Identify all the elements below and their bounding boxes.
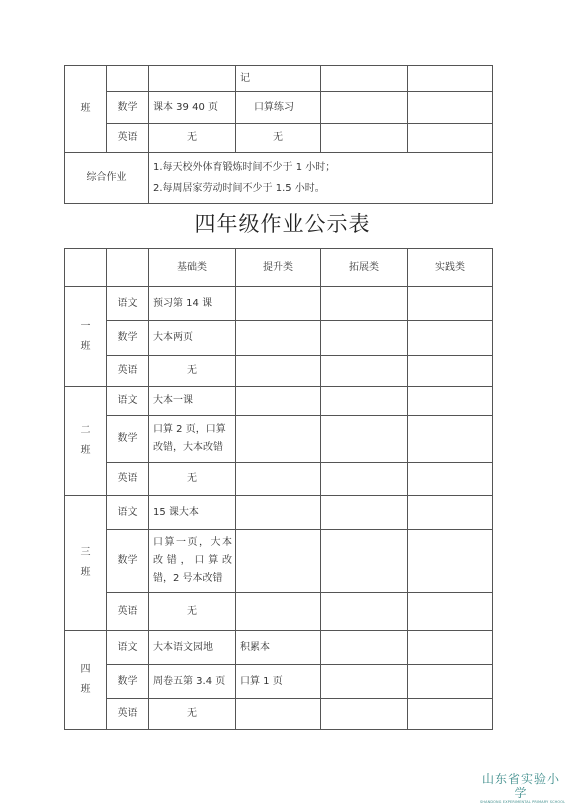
basic-cell: 无: [149, 699, 236, 730]
basic-cell: 大本一课: [149, 387, 236, 416]
practice-cell: [408, 124, 493, 153]
improve-cell: [236, 321, 321, 356]
subject-cell: 数学: [107, 416, 149, 463]
class-name-cell: 二 班: [65, 387, 107, 496]
improve-cell: 积累本: [236, 631, 321, 665]
basic-cell: 口算一页，大本改错，口算改错，2 号本改错: [149, 530, 236, 593]
homework-table: [64, 248, 493, 730]
comprehensive-row: [65, 153, 493, 204]
improve-cell: [236, 530, 321, 593]
subject-cell: 英语: [107, 124, 149, 153]
improve-cell: 记: [236, 66, 321, 92]
extend-cell: [321, 321, 408, 356]
basic-cell: 无: [149, 124, 236, 153]
basic-cell: 课本 39 40 页: [149, 92, 236, 124]
subject-cell: 英语: [107, 356, 149, 387]
table-row: [65, 92, 493, 124]
previous-class-table: [64, 65, 493, 204]
subject-cell: 英语: [107, 699, 149, 730]
basic-cell: 无: [149, 463, 236, 496]
page-title: 四年级作业公示表: [194, 212, 371, 236]
improve-cell: [236, 356, 321, 387]
class-name-cell: 一 班: [65, 287, 107, 387]
subject-cell: 语文: [107, 631, 149, 665]
comprehensive-content: [149, 153, 493, 204]
extend-cell: [321, 530, 408, 593]
basic-cell: [149, 66, 236, 92]
subject-cell: 语文: [107, 387, 149, 416]
table-row: [65, 496, 493, 530]
extend-cell: [321, 356, 408, 387]
table-row: [65, 530, 493, 593]
class-name-cell: 班: [65, 66, 107, 153]
table-row: [65, 287, 493, 321]
improve-cell: 口算 1 页: [236, 665, 321, 699]
improve-cell: [236, 593, 321, 631]
subject-cell: 语文: [107, 287, 149, 321]
header-blank: [65, 249, 107, 287]
school-logo-cn: 山东省实验小学: [481, 772, 560, 800]
table-row: [65, 593, 493, 631]
header-extend: 拓展类: [321, 249, 408, 287]
table-row: [65, 631, 493, 665]
improve-cell: [236, 287, 321, 321]
improve-cell: 无: [236, 124, 321, 153]
basic-cell: 口算 2 页，口算改错，大本改错: [149, 416, 236, 463]
practice-cell: [408, 699, 493, 730]
basic-cell: 大本语文园地: [149, 631, 236, 665]
subject-cell: 数学: [107, 665, 149, 699]
subject-cell: 数学: [107, 321, 149, 356]
table-row: [65, 66, 493, 92]
extend-cell: [321, 66, 408, 92]
table-row: [65, 463, 493, 496]
extend-cell: [321, 92, 408, 124]
extend-cell: [321, 416, 408, 463]
header-basic: 基础类: [149, 249, 236, 287]
header-row: [65, 249, 493, 287]
comprehensive-line-1: 1.每天校外体育锻炼时间不少于 1 小时；: [153, 162, 336, 173]
subject-cell: [107, 66, 149, 92]
practice-cell: [408, 593, 493, 631]
subject-cell: 数学: [107, 92, 149, 124]
improve-cell: [236, 387, 321, 416]
basic-cell: 大本两页: [149, 321, 236, 356]
extend-cell: [321, 387, 408, 416]
table-row: [65, 124, 493, 153]
subject-cell: 数学: [107, 530, 149, 593]
table-row: [65, 665, 493, 699]
subject-cell: 英语: [107, 463, 149, 496]
extend-cell: [321, 631, 408, 665]
comprehensive-line-2: 2.每周居家劳动时间不少于 1.5 小时。: [153, 183, 325, 194]
basic-cell: 无: [149, 356, 236, 387]
school-logo-en: SHANDONG EXPERIMENTAL PRIMARY SCHOOL: [480, 800, 565, 804]
extend-cell: [321, 665, 408, 699]
table-row: [65, 356, 493, 387]
improve-cell: 口算练习: [236, 92, 321, 124]
table-row: [65, 387, 493, 416]
table-row: [65, 321, 493, 356]
subject-cell: 语文: [107, 496, 149, 530]
table-row: [65, 416, 493, 463]
improve-cell: [236, 496, 321, 530]
class-name-cell: 三 班: [65, 496, 107, 631]
school-logo: [480, 772, 565, 805]
extend-cell: [321, 287, 408, 321]
extend-cell: [321, 124, 408, 153]
improve-cell: [236, 463, 321, 496]
practice-cell: [408, 356, 493, 387]
header-practice: 实践类: [408, 249, 493, 287]
practice-cell: [408, 92, 493, 124]
improve-cell: [236, 416, 321, 463]
practice-cell: [408, 387, 493, 416]
basic-cell: 周卷五第 3.4 页: [149, 665, 236, 699]
subject-cell: 英语: [107, 593, 149, 631]
extend-cell: [321, 463, 408, 496]
class-name-cell: 四 班: [65, 631, 107, 730]
practice-cell: [408, 496, 493, 530]
practice-cell: [408, 631, 493, 665]
extend-cell: [321, 496, 408, 530]
practice-cell: [408, 321, 493, 356]
basic-cell: 预习第 14 课: [149, 287, 236, 321]
practice-cell: [408, 66, 493, 92]
comprehensive-label: 综合作业: [65, 153, 149, 204]
practice-cell: [408, 665, 493, 699]
basic-cell: 无: [149, 593, 236, 631]
practice-cell: [408, 463, 493, 496]
extend-cell: [321, 593, 408, 631]
practice-cell: [408, 416, 493, 463]
improve-cell: [236, 699, 321, 730]
practice-cell: [408, 287, 493, 321]
table-row: [65, 699, 493, 730]
extend-cell: [321, 699, 408, 730]
practice-cell: [408, 530, 493, 593]
header-improve: 提升类: [236, 249, 321, 287]
basic-cell: 15 课大本: [149, 496, 236, 530]
header-blank: [107, 249, 149, 287]
